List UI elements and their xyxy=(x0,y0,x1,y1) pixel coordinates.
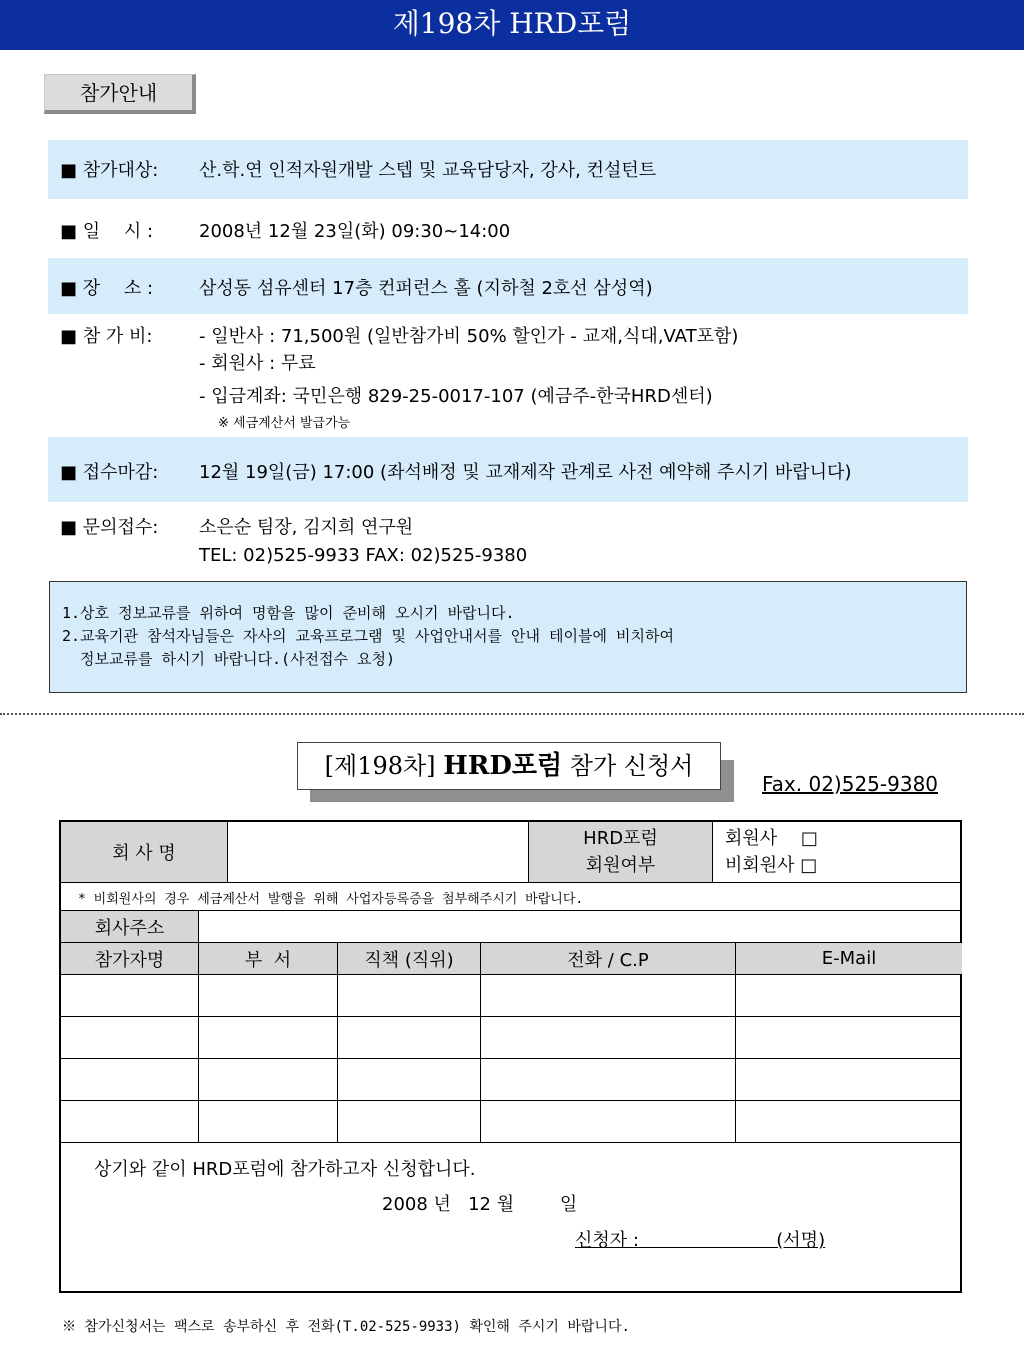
section-label-info: 참가안내 xyxy=(44,74,196,114)
membership-options xyxy=(713,822,962,883)
table-cell[interactable] xyxy=(736,1059,962,1101)
col-department: 부 서 xyxy=(199,943,338,975)
notice-line-3: 정보교류를 하시기 바랍니다.(사전접수 요청) xyxy=(62,650,396,668)
info-row-fee xyxy=(48,314,968,437)
date-label: ■ 일 시 : xyxy=(60,221,154,242)
nonmember-note: * 비회원사의 경우 세금계산서 발행을 위해 사업자등록증을 첨부해주시기 바랍니다. xyxy=(61,883,962,911)
form-title-prefix: [제198차] xyxy=(324,752,436,780)
form-title-suffix: 참가 신청서 xyxy=(569,752,694,780)
notice-box xyxy=(49,581,967,693)
signature-line[interactable]: 신청자 : (서명) xyxy=(575,1230,826,1251)
company-label: 회 사 명 xyxy=(61,822,228,883)
page-title: 제198차 HRD포럼 xyxy=(0,0,1024,50)
table-cell[interactable] xyxy=(61,1017,199,1059)
deadline-label: ■ 접수마감: xyxy=(60,462,159,483)
place-label: ■ 장 소 : xyxy=(60,278,154,299)
info-row-target xyxy=(48,140,968,199)
table-cell[interactable] xyxy=(736,975,962,1017)
table-cell[interactable] xyxy=(61,1101,199,1143)
target-label: ■ 참가대상: xyxy=(60,160,159,181)
nonmember-checkbox[interactable]: 비회원사 □ xyxy=(725,855,818,876)
fee-member: - 회원사 : 무료 xyxy=(199,353,316,374)
company-input[interactable] xyxy=(228,822,529,883)
application-form xyxy=(59,820,962,1293)
fax-number: Fax. 02)525-9380 xyxy=(762,772,939,796)
place-value: 삼성동 섬유센터 17층 컨퍼런스 홀 (지하철 2호선 삼성역) xyxy=(199,278,653,299)
table-cell[interactable] xyxy=(61,1059,199,1101)
declaration-text: 상기와 같이 HRD포럼에 참가하고자 신청합니다. xyxy=(94,1159,476,1180)
table-cell[interactable] xyxy=(338,1059,481,1101)
table-cell[interactable] xyxy=(481,1059,736,1101)
address-label: 회사주소 xyxy=(61,911,199,943)
contact-label: ■ 문의접수: xyxy=(60,517,159,538)
member-checkbox[interactable]: 회원사 □ xyxy=(725,828,818,849)
info-row-contact xyxy=(48,502,968,580)
table-cell[interactable] xyxy=(338,1017,481,1059)
table-cell[interactable] xyxy=(338,1101,481,1143)
col-participant: 참가자명 xyxy=(61,943,199,975)
info-row-place xyxy=(48,258,968,314)
contact-names: 소은순 팀장, 김지희 연구원 xyxy=(199,517,414,538)
footer-note: ※ 참가신청서는 팩스로 송부하신 후 전화(T.02-525-9933) 확인해 주시기 바랍니다. xyxy=(62,1319,630,1335)
declaration-date: 2008 년 12 월 일 xyxy=(382,1194,578,1215)
col-position: 직책 (직위) xyxy=(338,943,481,975)
table-cell[interactable] xyxy=(338,975,481,1017)
deadline-value: 12월 19일(금) 17:00 (좌석배정 및 교재제작 관계로 사전 예약해 주시기 바랍니다) xyxy=(199,462,852,483)
fee-note: ※ 세금계산서 발급가능 xyxy=(218,416,351,431)
col-email: E-Mail xyxy=(736,943,962,975)
dotted-divider xyxy=(0,713,1024,715)
table-cell[interactable] xyxy=(61,975,199,1017)
table-cell[interactable] xyxy=(199,975,338,1017)
address-input[interactable] xyxy=(199,911,962,943)
form-title xyxy=(297,742,721,790)
fee-label: ■ 참 가 비: xyxy=(60,326,153,347)
membership-label-line1: HRD포럼 xyxy=(583,828,658,849)
notice-line-1: 1.상호 정보교류를 위하여 명함을 많이 준비해 오시기 바랍니다. xyxy=(62,604,515,622)
contact-phone: TEL: 02)525-9933 FAX: 02)525-9380 xyxy=(199,545,528,566)
table-cell[interactable] xyxy=(736,1101,962,1143)
table-cell[interactable] xyxy=(199,1059,338,1101)
info-row-date xyxy=(48,199,968,258)
info-row-deadline xyxy=(48,437,968,502)
fee-account: - 입금계좌: 국민은행 829-25-0017-107 (예금주-한국HRD센터) xyxy=(199,386,713,407)
target-value: 산.학.연 인적자원개발 스텝 및 교육담당자, 강사, 컨설턴트 xyxy=(199,160,657,181)
fee-general: - 일반사 : 71,500원 (일반참가비 50% 할인가 - 교재,식대,VAT포함) xyxy=(199,326,739,347)
table-cell[interactable] xyxy=(481,1101,736,1143)
table-cell[interactable] xyxy=(481,1017,736,1059)
table-cell[interactable] xyxy=(199,1017,338,1059)
form-title-bold: HRD포럼 xyxy=(443,751,563,781)
table-cell[interactable] xyxy=(736,1017,962,1059)
membership-label xyxy=(529,822,713,883)
table-cell[interactable] xyxy=(481,975,736,1017)
date-value: 2008년 12월 23일(화) 09:30~14:00 xyxy=(199,221,511,242)
col-phone: 전화 / C.P xyxy=(481,943,736,975)
membership-label-line2: 회원여부 xyxy=(585,855,656,876)
table-cell[interactable] xyxy=(199,1101,338,1143)
notice-line-2: 2.교육기관 참석자님들은 자사의 교육프로그램 및 사업안내서를 안내 테이블에 비치하여 xyxy=(62,627,674,645)
